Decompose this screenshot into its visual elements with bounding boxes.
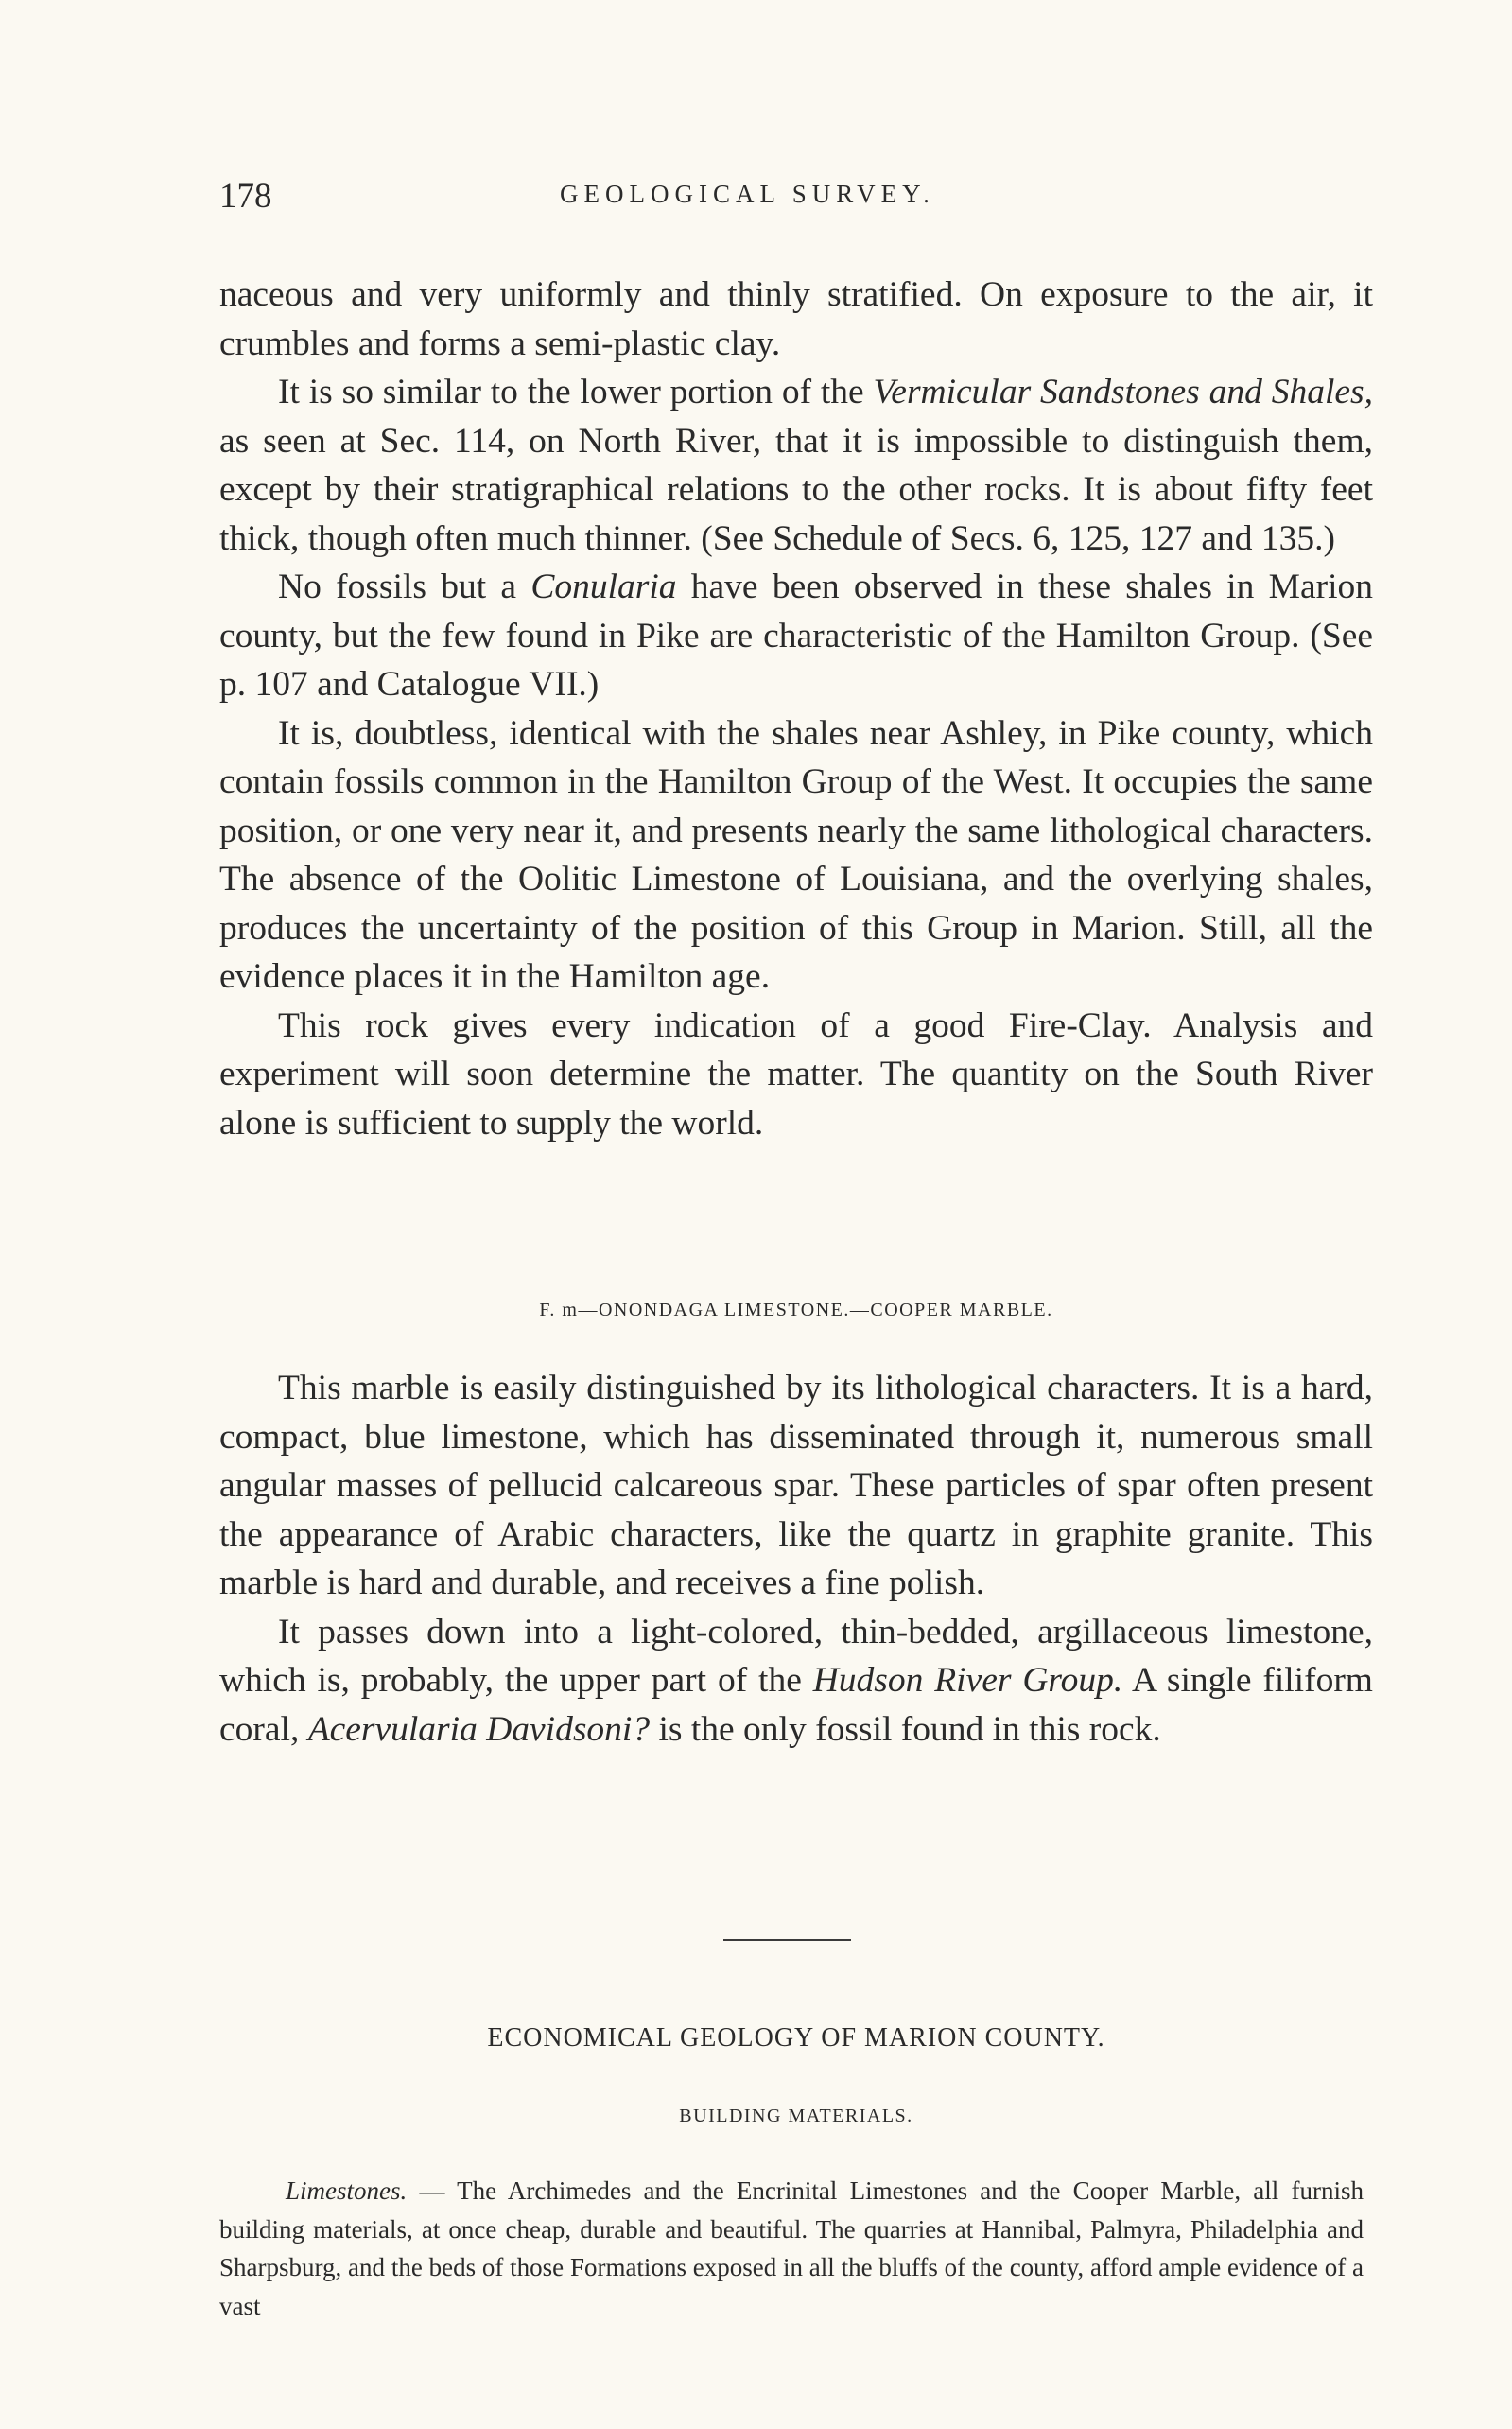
economical-geology-heading: ECONOMICAL GEOLOGY OF MARION COUNTY. [487,2023,1105,2053]
paragraph: It passes down into a light-colored, thin-bedded, argillaceous limestone, which is, probably, the upper part of the Hudson River Group. A single filiform coral, Acervularia Davidsoni? is the only fossil found in this rock. [219,1612,1373,1749]
limestones-paragraph: Limestones. — The Archimedes and the Encrinital Limestones and the Cooper Marble, all furnish building materials, at once cheap, durable and beautiful. The quarries at Hannibal, Palmyra, Philadelphia and Sharpsburg, and the beds of those Formations exposed in all the bluffs of the county, afford ample evidence of a vast [219,2176,1364,2320]
page-number: 178 [219,177,272,216]
building-materials-heading: BUILDING MATERIALS. [679,2106,913,2126]
paragraph: naceous and very uniformly and thinly stratified. On exposure to the air, it crumbles and forms a semi-plastic clay. [219,275,1373,363]
onondaga-heading: F. m—ONONDAGA LIMESTONE.—COOPER MARBLE. [539,1300,1053,1320]
section-divider [723,1939,851,1941]
running-title: GEOLOGICAL SURVEY. [560,180,935,208]
paragraph: It is, doubtless, identical with the shales near Ashley, in Pike county, which contain fossils common in the Hamilton Group of the West. It occupies the same position, or one very near it, and presents nearly the same lithological characters. The absence of the Oolitic Limestone of Louisiana, and the overlying shales, produces the uncertainty of the position of this Group in Marion. Still, all the evidence places it in the Hamilton age. [219,713,1373,996]
paragraph: This marble is easily distinguished by its lithological characters. It is a hard, compact, blue limestone, which has disseminated through it, numerous small angular masses of pellucid calcareous spar. These particles of spar often present the appearance of Arabic characters, like the quartz in graphite granite. This marble is hard and durable, and receives a fine polish. [219,1369,1373,1602]
paragraph: This rock gives every indication of a good Fire-Clay. Analysis and experiment will soon determine the matter. The quantity on the South River alone is sufficient to supply the world. [219,1005,1373,1143]
paragraph: No fossils but a Conularia have been observed in these shales in Marion county, but the few found in Pike are characteristic of the Hamilton Group. (See p. 107 and Catalogue VII.) [219,568,1374,704]
body-text-section-1 [219,271,1373,1147]
body-text-section-2 [219,1364,1373,1754]
paragraph: It is so similar to the lower portion of the Vermicular Sandstones and Shales, as seen at Sec. 114, on North River, that it is impossible to distinguish them, except by their stratigraphical relations to the other rocks. It is about fifty feet thick, though often much thinner. (See Schedule of Secs. 6, 125, 127 and 135.) [219,373,1373,558]
page-header [219,176,1373,233]
